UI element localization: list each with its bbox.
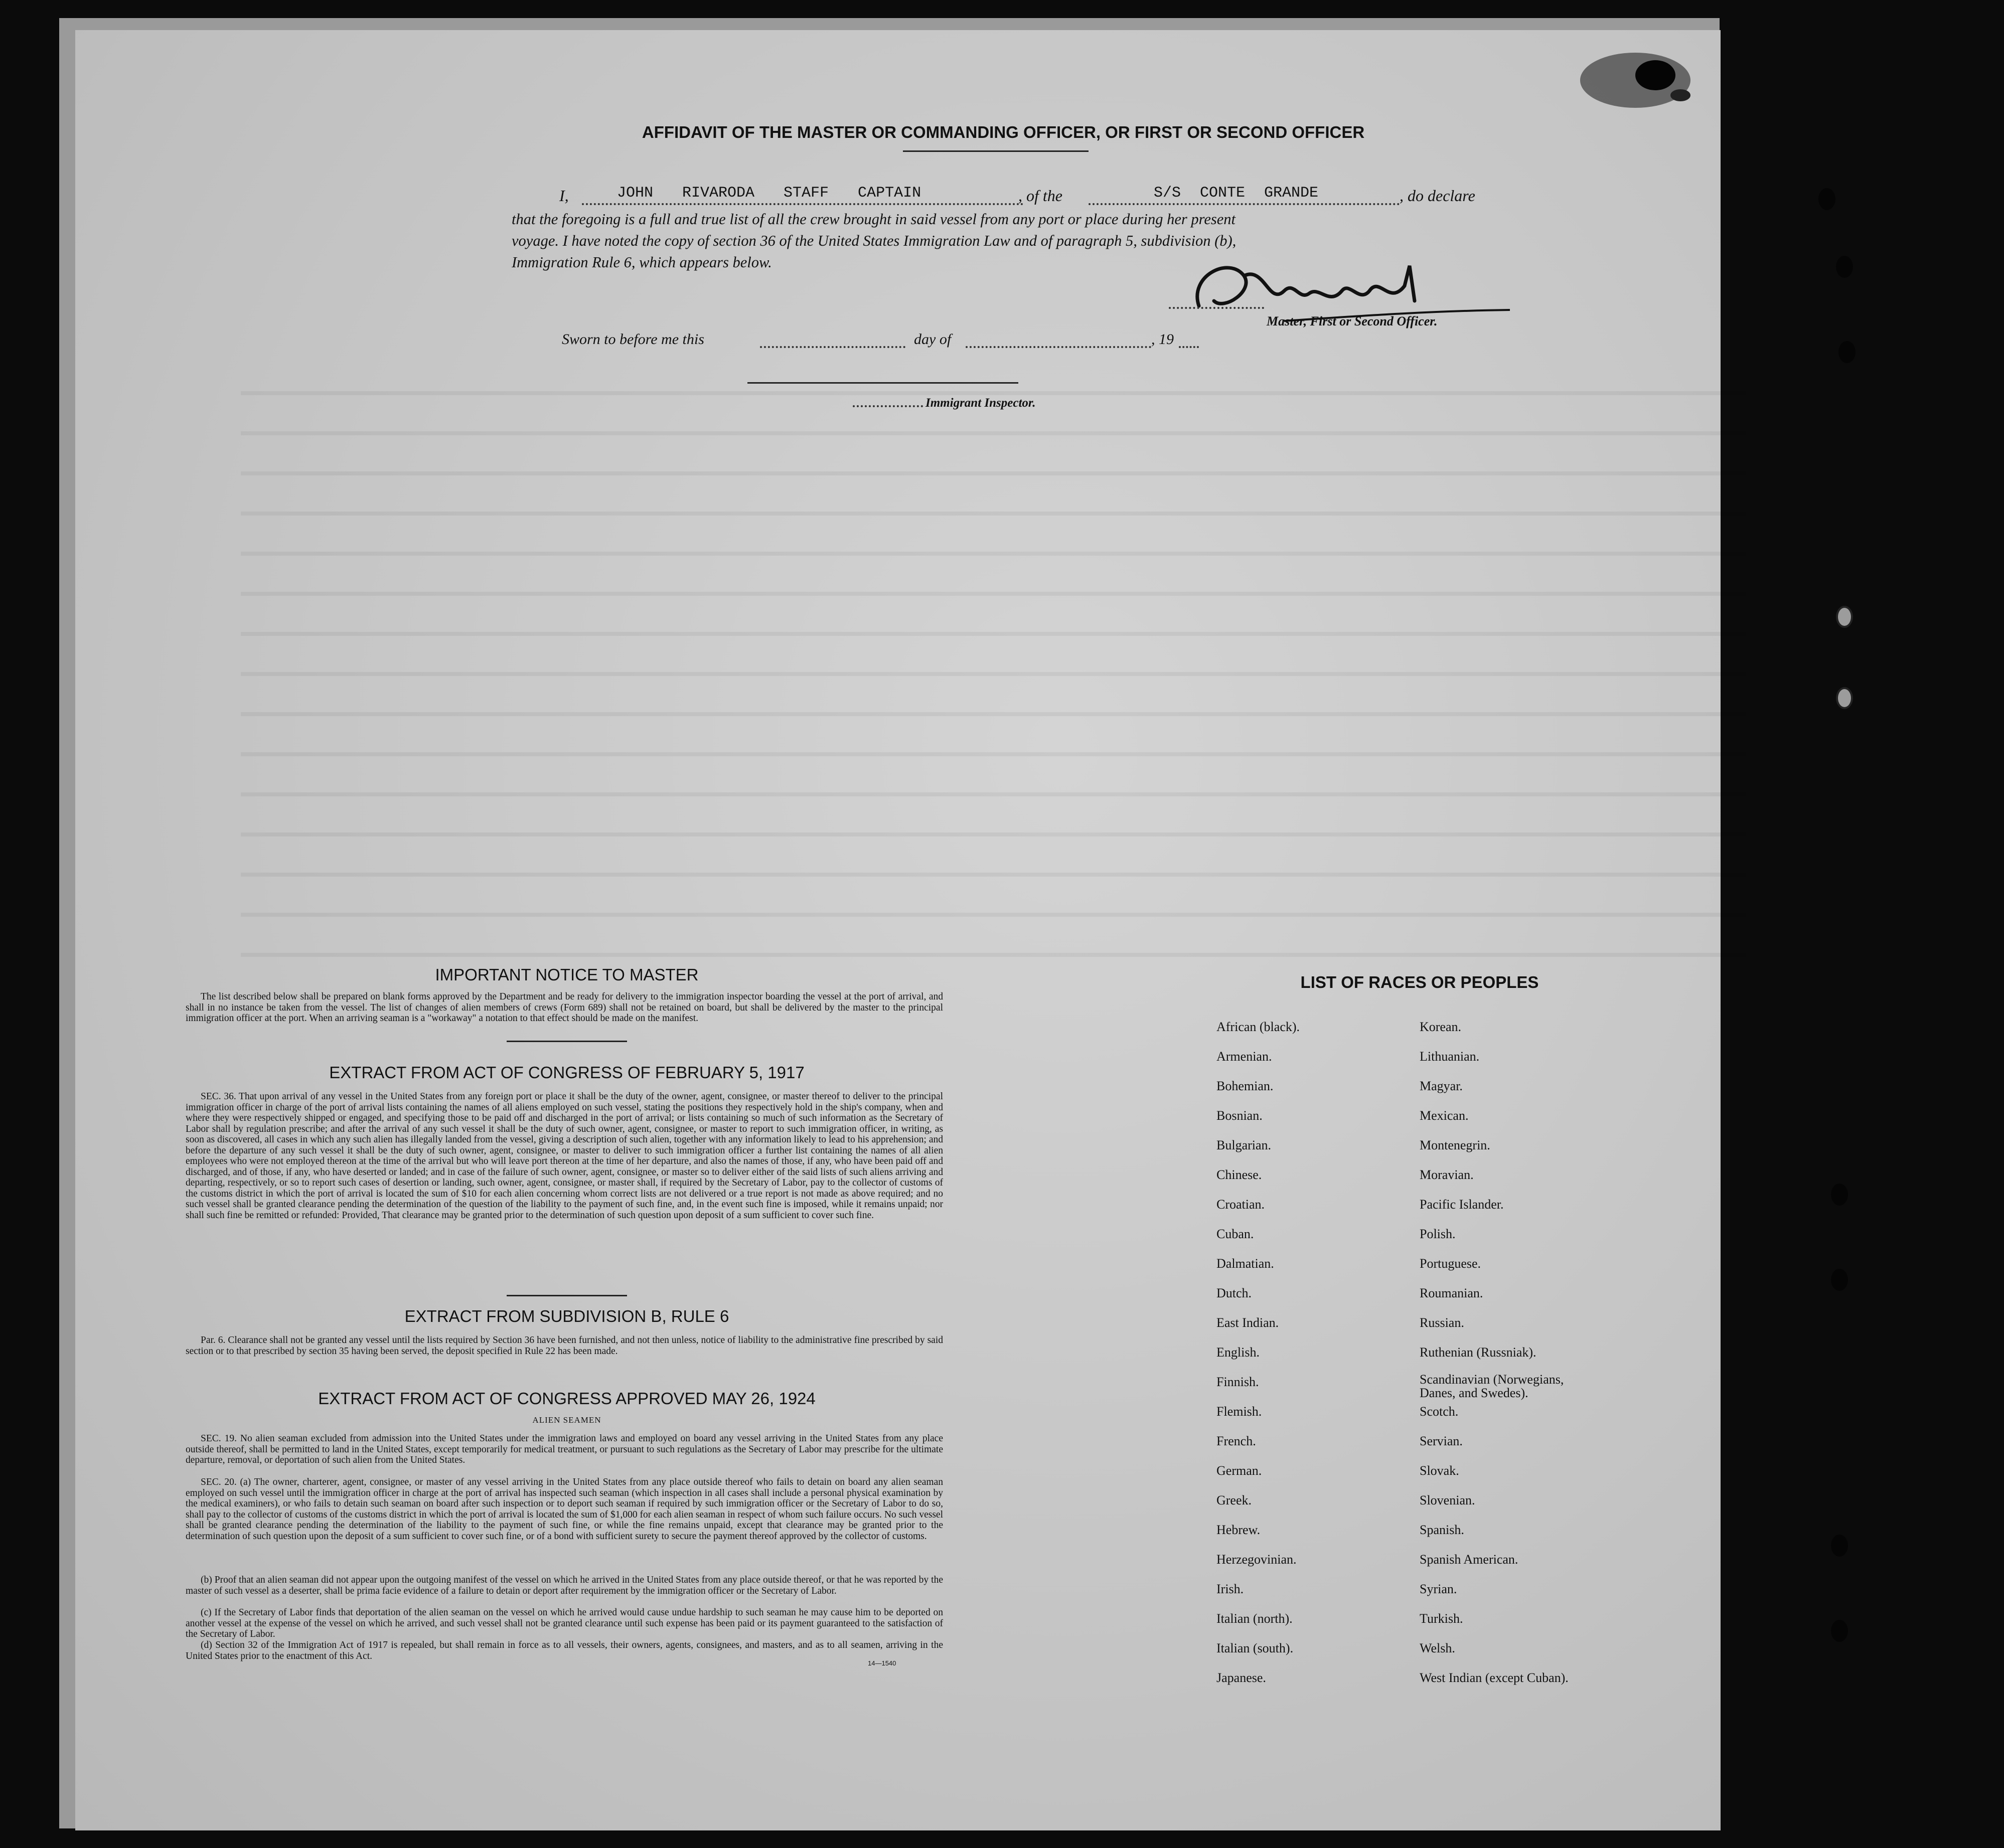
extract-1924-sec20d: (d) Section 32 of the Immigration Act of 1917 is repealed, but shall remain in force as to all vessels, their owners, agents, consignees, and masters, and as to all seamen, arriving in the United States prior to the enactment of this Act.: [186, 1640, 943, 1661]
affidavit-line-2: that the foregoing is a full and true list of all the crew brought in said vessel from any port or place during her present: [512, 211, 1236, 228]
race-item: Scandinavian (Norwegians, Danes, and Swedes).: [1420, 1372, 1564, 1400]
race-item: Slovak.: [1420, 1463, 1459, 1478]
extract-1924-sec20c: (c) If the Secretary of Labor finds that deportation of the alien seaman on the vessel on which he arrived would cause undue hardship to such seaman he may cause him to be deported on another vessel at the expense of the vessel on which he arrived, and such vessel shall not be granted clearance until such expense has been paid or its payment guaranteed to the satisfaction of the Secretary of Labor.: [186, 1607, 943, 1639]
affidavit-pronoun: I,: [559, 187, 569, 205]
binder-hole: [1818, 188, 1835, 210]
binder-hole: [1831, 1269, 1848, 1291]
year-prefix: , 19: [1151, 331, 1174, 348]
sworn-prefix: Sworn to before me this: [562, 331, 704, 348]
race-item: Bohemian.: [1216, 1079, 1274, 1093]
notice-title: IMPORTANT NOTICE TO MASTER: [435, 965, 699, 984]
race-item: Japanese.: [1216, 1670, 1266, 1685]
vessel-name: S/S CONTE GRANDE: [1154, 185, 1319, 202]
binder-hole: [1836, 256, 1853, 278]
race-item: West Indian (except Cuban).: [1420, 1670, 1569, 1685]
binder-hole: [1831, 1535, 1848, 1557]
race-item: East Indian.: [1216, 1315, 1279, 1330]
extract-rule6-title: EXTRACT FROM SUBDIVISION B, RULE 6: [404, 1307, 729, 1325]
extract-1924-title: EXTRACT FROM ACT OF CONGRESS APPROVED MAY 26, 1924: [318, 1389, 816, 1408]
race-item: Italian (south).: [1216, 1641, 1294, 1655]
race-item: Slovenian.: [1420, 1493, 1475, 1507]
race-item: Roumanian.: [1420, 1286, 1483, 1300]
extract-1924-sec20a: SEC. 20. (a) The owner, charterer, agent, consignee, or master of any vessel arriving in the United States from any place outside thereof who fails to detain on board any alien seaman employed on such vessel until the immigration officer in charge at the port of arrival has inspected such seaman (which inspection in all cases shall include a personal physical examination by the medical examiners), or who fails to detain such seaman on board after such inspection or to deport such seaman if required by such immigration officer or the Secretary of Labor to do so, shall pay to the collector of customs of the customs district in which the port of arrival is located the sum of $1,000 for each alien seaman in respect of whom such failure occurs. No such vessel shall be granted clearance pending the determination of the liability to the payment of such fine, or while the fine remains unpaid, except that clearance may be granted prior to the determination of such question upon the deposit of a sum sufficient to cover such fine, or of a bond with sufficient surety to secure the payment thereof approved by the collector of customs.: [186, 1477, 943, 1542]
race-item: Turkish.: [1420, 1611, 1463, 1626]
race-item: Italian (north).: [1216, 1611, 1293, 1626]
extract-1924-subtitle: ALIEN SEAMEN: [532, 1415, 601, 1425]
race-item: Armenian.: [1216, 1049, 1272, 1064]
race-item: Chinese.: [1216, 1167, 1262, 1182]
race-item: Finnish.: [1216, 1375, 1259, 1389]
race-item: Spanish American.: [1420, 1552, 1518, 1567]
inspector-signature-line: [747, 382, 1018, 384]
of-the-label: , of the: [1018, 187, 1062, 205]
race-item: Cuban.: [1216, 1227, 1254, 1241]
race-item: Russian.: [1420, 1315, 1464, 1330]
extract-1917-text: SEC. 36. That upon arrival of any vessel in the United States from any foreign port or place it shall be the duty of the owner, agent, consignee, or master thereof to deliver to the principal immigration officer in charge of the port of arrival lists containing the names of all aliens employed on such vessel, stating the positions they respectively hold in the ship's company, when and where they were respectively shipped or engaged, and specifying those to be paid off and discharged in the port of arrival; or lists containing so much of such information as the Secretary of Labor shall by regulation prescribe; and after the arrival of any such vessel it shall be the duty of such owner, agent, consignee, or master to report to such immigration officer, in writing, as soon as discovered, all cases in which any such alien has illegally landed from the vessel, giving a description of such alien, together with any information likely to lead to his apprehension; and before the departure of any such vessel it shall be the duty of such owner, agent, consignee, or master to deliver to such immigration officer a further list containing the names of all alien employees who were not employed thereon at the time of the arrival but who will leave port thereon at the time of her departure, and also the names of those, if any, who have been paid off and discharged, and of those, if any, who have deserted or landed; and in case of the failure of such owner, agent, consignee, or master so to deliver either of the said lists of such aliens arriving and departing, respectively, or so to report such cases of desertion or landing, such owner, agent, consignee, or master shall, if required by the Secretary of Labor, pay to the collector of customs of the customs district in which the port of arrival is located the sum of $10 for each alien concerning whom correct lists are not delivered or a true report is not made as above required; and no such vessel shall be granted clearance pending the determination of the question of the liability to the payment of such fine, and, in the event such fine is imposed, while it remains unpaid; nor shall such fine be remitted or refunded: Provided, That clearance may be granted prior to the determination of such question upon deposit of a sum sufficient to cover such fine.: [186, 1091, 943, 1221]
race-item: Montenegrin.: [1420, 1138, 1490, 1152]
race-item: Dutch.: [1216, 1286, 1252, 1300]
race-item: Scotch.: [1420, 1404, 1459, 1419]
race-item: Mexican.: [1420, 1108, 1469, 1123]
race-item: Bulgarian.: [1216, 1138, 1272, 1152]
race-item: French.: [1216, 1434, 1256, 1448]
race-item: Dalmatian.: [1216, 1256, 1274, 1271]
extract-1924-sec20b: (b) Proof that an alien seaman did not appear upon the outgoing manifest of the vessel on which he arrived in the United States from any place outside thereof, or that he was reported by the master of such vessel as a deserter, shall be prima facie evidence of a failure to detain or deport after requirement by the immigration officer or the Secretary of Labor.: [186, 1575, 943, 1596]
affidavit-line-3: voyage. I have noted the copy of section 36 of the United States Immigration Law and of paragraph 5, subdivision (b),: [512, 232, 1237, 249]
affidavit-title: AFFIDAVIT OF THE MASTER OR COMMANDING OFFICER, OR FIRST OR SECOND OFFICER: [642, 123, 1365, 141]
race-item: Lithuanian.: [1420, 1049, 1480, 1064]
binder-hole: [1831, 1620, 1848, 1642]
affidavit-line-4: Immigration Rule 6, which appears below.: [512, 254, 772, 271]
race-item: Servian.: [1420, 1434, 1463, 1448]
vessel-blank-line: [1089, 203, 1400, 205]
race-item: Syrian.: [1420, 1582, 1457, 1596]
race-item: German.: [1216, 1463, 1262, 1478]
race-item: Croatian.: [1216, 1197, 1265, 1212]
race-item: Flemish.: [1216, 1404, 1262, 1419]
signature-caption: Master, First or Second Officer.: [1267, 314, 1438, 328]
divider: [903, 150, 1089, 152]
extract-1917-title: EXTRACT FROM ACT OF CONGRESS OF FEBRUARY 5, 1917: [329, 1063, 805, 1082]
inspector-caption: Immigrant Inspector.: [926, 396, 1036, 410]
race-item: Irish.: [1216, 1582, 1244, 1596]
day-of-label: day of: [914, 331, 952, 348]
binder-hole: [1831, 1184, 1848, 1206]
extract-1924-sec19: SEC. 19. No alien seaman excluded from admission into the United States under the immigration laws and employed on board any vessel arriving in the United States from any place outside thereof, shall be permitted to land in the United States, except temporarily for medical treatment, or pursuant to such regulations as the Secretary of Labor may prescribe for the ultimate departure, removal, or deportation of such alien from the United States.: [186, 1433, 943, 1465]
race-item: Magyar.: [1420, 1079, 1463, 1093]
race-item: Ruthenian (Russniak).: [1420, 1345, 1536, 1360]
binder-hole: [1838, 341, 1856, 363]
race-item: Spanish.: [1420, 1523, 1464, 1537]
race-item: Moravian.: [1420, 1167, 1474, 1182]
race-item: Bosnian.: [1216, 1108, 1263, 1123]
officer-name: JOHN RIVARODA STAFF CAPTAIN: [617, 185, 921, 202]
binder-hole: [1836, 606, 1853, 628]
name-blank-line: [582, 203, 1023, 205]
races-title: LIST OF RACES OR PEOPLES: [1300, 973, 1539, 991]
race-item: Greek.: [1216, 1493, 1252, 1507]
form-number: 14—1540: [868, 1659, 896, 1667]
race-item: English.: [1216, 1345, 1260, 1360]
race-item: Pacific Islander.: [1420, 1197, 1504, 1212]
race-item: Portuguese.: [1420, 1256, 1481, 1271]
extract-rule6-text: Par. 6. Clearance shall not be granted any vessel until the lists required by Section 36 have been furnished, and not then unless, notice of liability to the administrative fine prescribed by said section or to that prescribed by section 35 having been served, the deposit specified in Rule 22 has been made.: [186, 1335, 943, 1357]
notice-text: The list described below shall be prepared on blank forms approved by the Department and be ready for delivery to the immigration inspector boarding the vessel at the port of arrival, and shall in no instance be taken from the vessel. The list of changes of alien members of crews (Form 689) shall not be retained on board, but shall be delivered by the master to the principal immigration officer at the port. When an arriving seaman is a "workaway" a notation to that effect should be made on the manifest.: [186, 991, 943, 1024]
do-declare-label: , do declare: [1400, 187, 1475, 205]
ink-stain: [1565, 40, 1716, 140]
race-item: Herzegovinian.: [1216, 1552, 1297, 1567]
race-item: African (black).: [1216, 1020, 1300, 1034]
race-item: Korean.: [1420, 1020, 1462, 1034]
race-item: Welsh.: [1420, 1641, 1455, 1655]
race-item: Polish.: [1420, 1227, 1456, 1241]
binder-hole: [1836, 687, 1853, 709]
race-item: Hebrew.: [1216, 1523, 1261, 1537]
